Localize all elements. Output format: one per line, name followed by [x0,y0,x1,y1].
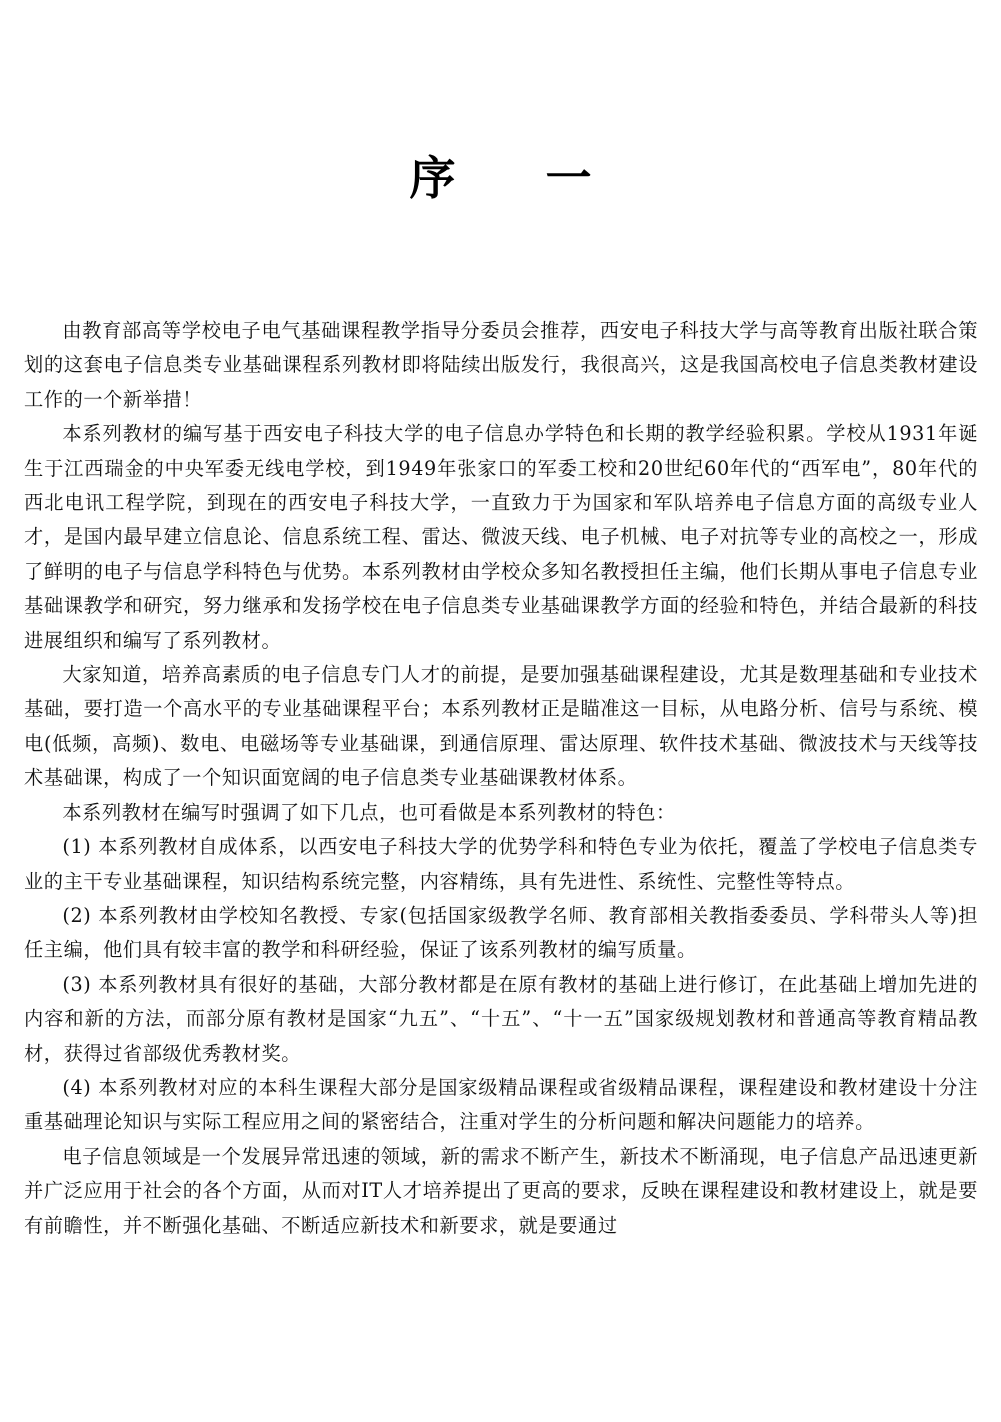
paragraph-6: (2) 本系列教材由学校知名教授、专家(包括国家级教学名师、教育部相关教指委委员、学科带头人等)担任主编，他们具有较丰富的教学和科研经验，保证了该系列教材的编写质量。 [24,903,978,962]
paragraph-4: 本系列教材在编写时强调了如下几点，也可看做是本系列教材的特色： [62,800,676,824]
page-title: 序一 [409,151,682,205]
paragraph-3: 大家知道，培养高素质的电子信息专门人才的前提，是要加强基础课程建设，尤其是数理基础和专业技术基础，要打造一个高水平的专业基础课程平台；本系列教材正是瞄准这一目标，从电路分析、信号与系统、模电(低频，高频)、数电、电磁场等专业基础课，到通信原理、雷达原理、软件技术基础、微波技术与天线等技术基础课，构成了一个知识面宽阔的电子信息类专业基础课教材体系。 [24,663,978,790]
paragraph-9: 电子信息领域是一个发展异常迅速的领域，新的需求不断产生，新技术不断涌现，电子信息产品迅速更新并广泛应用于社会的各个方面，从而对IT人才培养提出了更高的要求，反映在课程建设和教材建设上，就是要有前瞻性，并不断强化基础、不断适应新技术和新要求，就是要通过 [24,1144,978,1237]
paragraph-8: (4) 本系列教材对应的本科生课程大部分是国家级精品课程或省级精品课程，课程建设和教材建设十分注重基础理论知识与实际工程应用之间的紧密结合，注重对学生的分析问题和解决问题能力的培养。 [24,1075,978,1134]
paragraph-1: 由教育部高等学校电子电气基础课程教学指导分委员会推荐，西安电子科技大学与高等教育出版社联合策划的这套电子信息类专业基础课程系列教材即将陆续出版发行，我很高兴，这是我国高校电子信息类教材建设工作的一个新举措！ [24,319,978,411]
body-text [24,314,978,1243]
paragraph-5: (1) 本系列教材自成体系，以西安电子科技大学的优势学科和特色专业为依托，覆盖了学校电子信息类专业的主干专业基础课程，知识结构系统完整，内容精练，具有先进性、系统性、完整性等特点。 [24,835,978,893]
paragraph-7: (3) 本系列教材具有很好的基础，大部分教材都是在原有教材的基础上进行修订，在此基础上增加先进的内容和新的方法，而部分原有教材是国家“九五”、“十五”、“十一五”国家级规划教材和普通高等教育精品教材，获得过省部级优秀教材奖。 [24,972,978,1065]
paragraph-2: 本系列教材的编写基于西安电子科技大学的电子信息办学特色和长期的教学经验积累。学校从1931年诞生于江西瑞金的中央军委无线电学校，到1949年张家口的军委工校和20世纪60年代的“西军电”，80年代的西北电讯工程学院，到现在的西安电子科技大学，一直致力于为国家和军队培养电子信息方面的高级专业人才，是国内最早建立信息论、信息系统工程、雷达、微波天线、电子机械、电子对抗等专业的高校之一，形成了鲜明的电子与信息学科特色与优势。本系列教材由学校众多知名教授担任主编，他们长期从事电子信息专业基础课教学和研究，努力继承和发扬学校在电子信息类专业基础课教学方面的经验和特色，并结合最新的科技进展组织和编写了系列教材。 [24,422,978,652]
